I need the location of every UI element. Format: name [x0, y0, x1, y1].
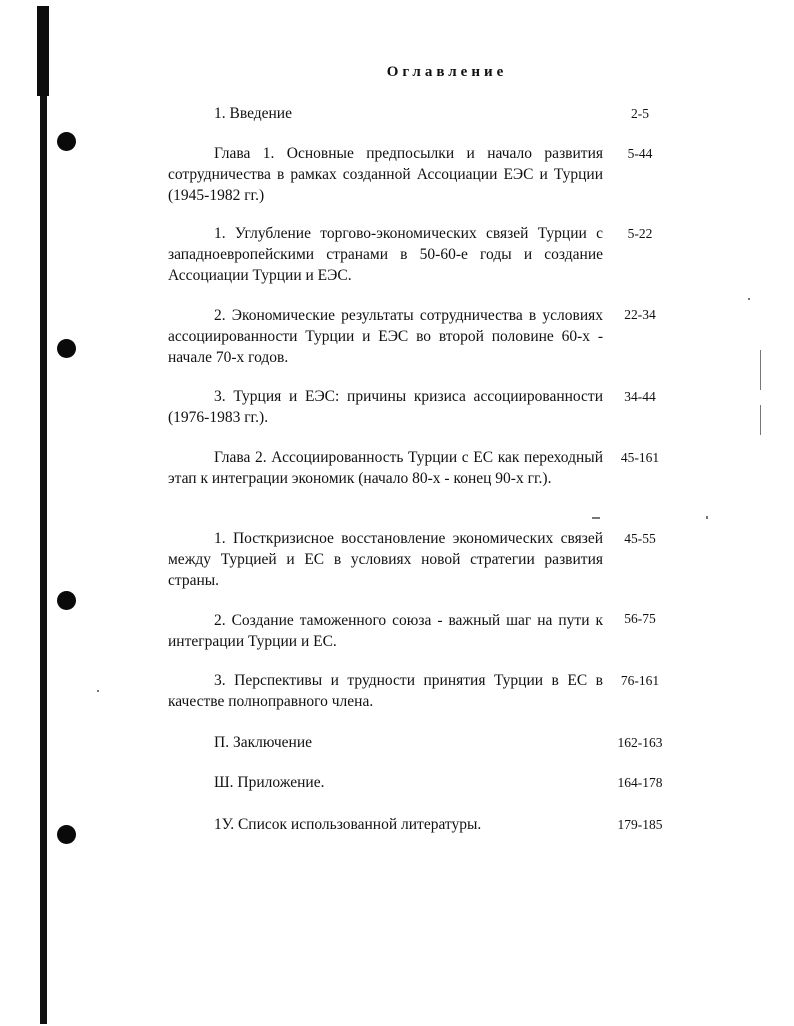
toc-entry-chapter-2-section-1 — [168, 528, 603, 591]
scan-speck — [760, 350, 761, 390]
toc-entry-text: Ш. Приложение. — [214, 774, 325, 791]
toc-entry-text: 3. Турция и ЕЭС: причины кризиса ассоциированности (1976-1983 гг.). — [168, 388, 603, 426]
scan-speck — [760, 405, 761, 435]
toc-page-range: 45-161 — [620, 450, 660, 465]
toc-entry-text: П. Заключение — [214, 734, 312, 751]
toc-entry-text: 1. Углубление торгово-экономических связей Турции с западноевропейскими странами в 50-60-е годы и создание Ассоциации Турции и ЕЭС. — [168, 225, 603, 284]
toc-entry-text: Глава 1. Основные предпосылки и начало развития сотрудничества в рамках созданной Ассоциации ЕЭС и Турции (1945-1982 гг.) — [168, 145, 603, 204]
punch-hole-1 — [57, 132, 76, 151]
toc-entry-text: 2. Создание таможенного союза - важный шаг на пути к интеграции Турции и ЕС. — [168, 612, 603, 650]
toc-entry-text: 3. Перспективы и трудности принятия Турции в ЕС в качестве полноправного члена. — [168, 672, 603, 710]
toc-entry-text: 1. Введение — [214, 105, 292, 122]
toc-entry-chapter-2-section-2 — [168, 610, 603, 652]
toc-page-range: 5-44 — [627, 146, 653, 161]
toc-entry-appendix — [214, 772, 604, 793]
toc-entry-chapter-1-section-2 — [168, 305, 603, 368]
toc-entry-bibliography — [214, 814, 604, 835]
punch-hole-4 — [57, 825, 76, 844]
punch-hole-2 — [57, 339, 76, 358]
toc-entry-text: 1. Посткризисное восстановление экономических связей между Турцией и ЕС в условиях новой стратегии развития страны. — [168, 530, 603, 589]
toc-entry-chapter-1-section-1 — [168, 223, 603, 286]
toc-entry-conclusion — [214, 732, 604, 753]
toc-entry-chapter-2-section-3 — [168, 670, 603, 712]
scan-speck — [748, 298, 750, 300]
toc-entry-chapter-1-section-3 — [168, 386, 603, 428]
toc-entry-introduction — [214, 103, 604, 124]
toc-entry-text: 1У. Список использованной литературы. — [214, 816, 482, 833]
toc-page-range: 56-75 — [624, 611, 656, 626]
toc-entry-chapter-1 — [168, 143, 603, 206]
toc-page-range: 76-161 — [620, 673, 660, 688]
page-title: Оглавление — [386, 64, 508, 80]
toc-page-range: 179-185 — [617, 817, 663, 832]
toc-page-range: 162-163 — [617, 735, 663, 750]
scan-margin-line — [40, 96, 47, 1024]
toc-page-range: 34-44 — [624, 389, 656, 404]
scan-speck — [592, 517, 600, 519]
toc-entry-text: 2. Экономические результаты сотрудничества в условиях ассоциированности Турции и ЕЭС во второй половине 60-х - начале 70-х годов. — [168, 307, 603, 366]
punch-hole-3 — [57, 591, 76, 610]
toc-page-range: 2-5 — [631, 106, 649, 121]
scan-speck — [706, 516, 708, 519]
toc-entry-chapter-2 — [168, 447, 603, 489]
toc-page-range: 164-178 — [617, 775, 663, 790]
toc-entry-text: Глава 2. Ассоциированность Турции с ЕС как переходный этап к интеграции экономик (начало 80-х - конец 90-х гг.). — [168, 449, 603, 487]
toc-page-range: 45-55 — [624, 531, 656, 546]
scan-margin-bar — [37, 6, 49, 96]
toc-page-range: 5-22 — [627, 226, 653, 241]
toc-page-range: 22-34 — [624, 307, 656, 322]
scan-speck — [97, 690, 99, 692]
